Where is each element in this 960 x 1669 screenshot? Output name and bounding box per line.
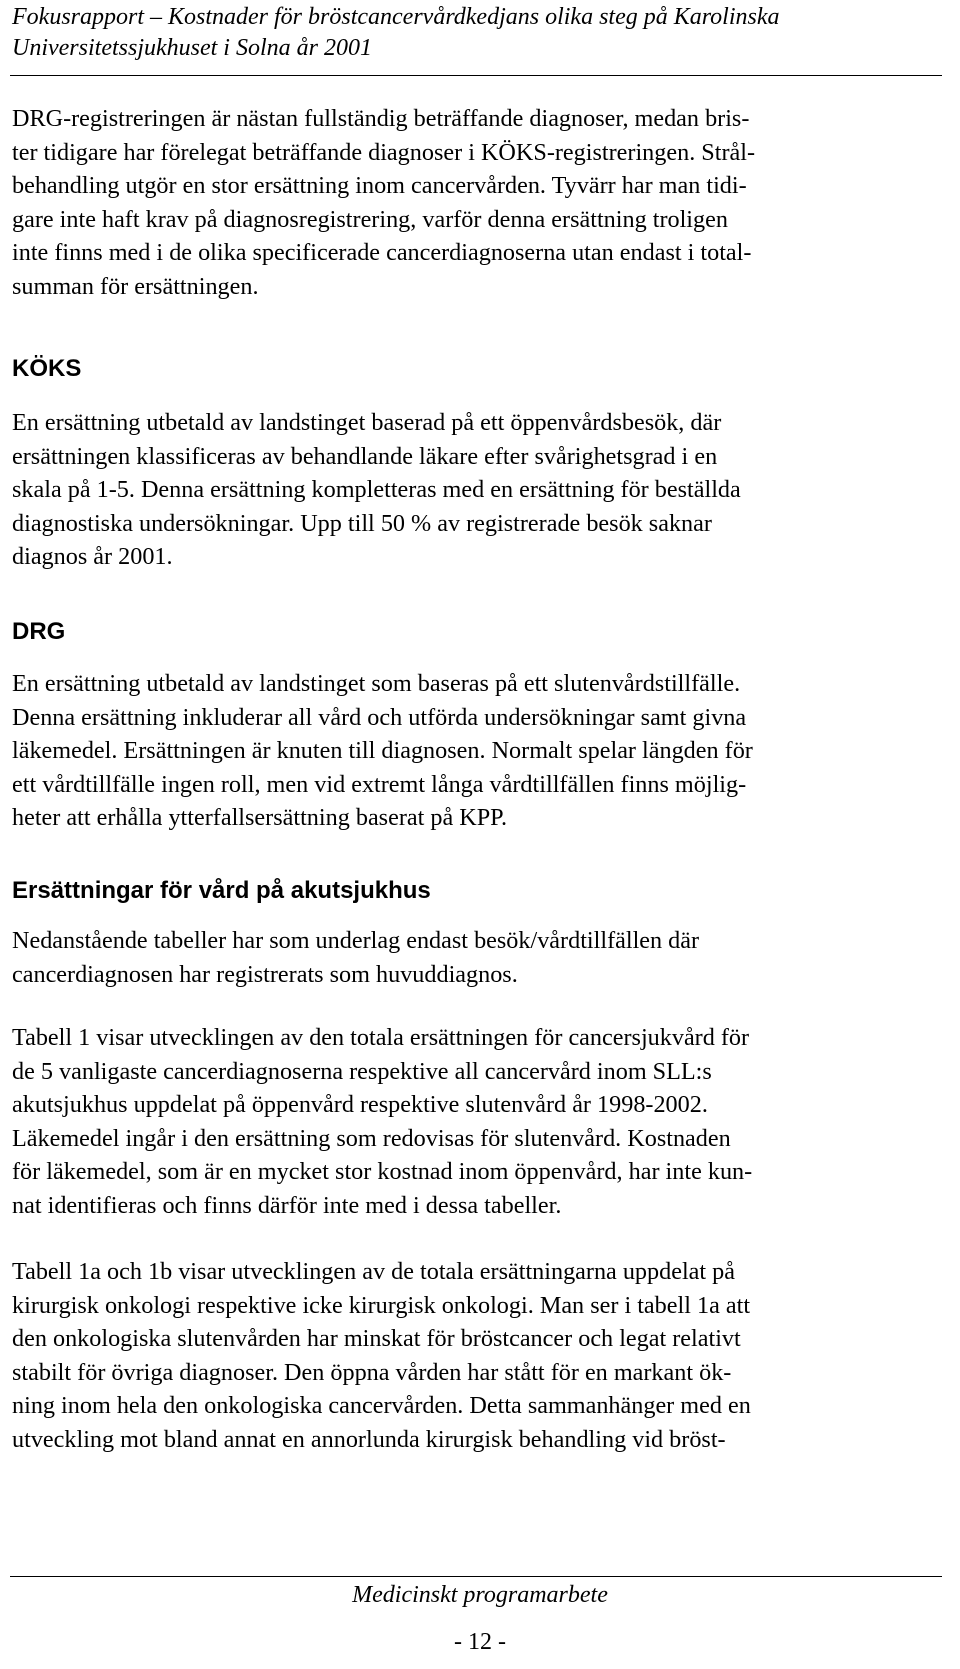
text-line: inte finns med i de olika specificerade cancerdiagnoserna utan endast i total-: [12, 239, 752, 267]
intro-paragraph: [12, 102, 942, 304]
akut-paragraph-2: [12, 1021, 942, 1223]
footer-rule: [10, 1576, 942, 1577]
text-line: ersättningen klassificeras av behandlande läkare efter svårighetsgrad i en: [12, 442, 718, 470]
text-line: de 5 vanligaste cancerdiagnoserna respektive all cancervård inom SLL:s: [12, 1057, 712, 1085]
text-line: behandling utgör en stor ersättning inom cancervården. Tyvärr har man tidi-: [12, 172, 747, 200]
koks-paragraph: [12, 406, 942, 574]
running-header-line-1: Fokusrapport – Kostnader för bröstcancervårdkedjans olika steg på Karolinska: [12, 4, 780, 30]
text-line: Denna ersättning inkluderar all vård och utförda undersökningar samt givna: [12, 703, 747, 731]
text-line: Tabell 1a och 1b visar utvecklingen av de totala ersättningarna uppdelat på: [12, 1258, 735, 1285]
text-line: En ersättning utbetald av landstinget baserad på ett öppenvårdsbesök, där: [12, 409, 722, 436]
text-line: stabilt för övriga diagnoser. Den öppna vården har stått för en markant ök-: [12, 1358, 732, 1386]
text-line: läkemedel. Ersättningen är knuten till diagnosen. Normalt spelar längden för: [12, 737, 753, 765]
text-line: cancerdiagnosen har registrerats som huvuddiagnos.: [12, 960, 518, 988]
text-line: skala på 1-5. Denna ersättning kompletteras med en ersättning för beställda: [12, 476, 741, 504]
footer-title: Medicinskt programarbete: [352, 1582, 608, 1608]
text-line: DRG-registreringen är nästan fullständig beträffande diagnoser, medan bris-: [12, 105, 750, 132]
text-line: utveckling mot bland annat en annorlunda kirurgisk behandling vid bröst-: [12, 1425, 726, 1453]
akut-paragraph-3: [12, 1255, 942, 1457]
page-number: - 12 -: [454, 1629, 506, 1655]
akut-heading: Ersättningar för vård på akutsjukhus: [12, 877, 431, 904]
text-line: ett vårdtillfälle ingen roll, men vid extremt långa vårdtillfällen finns möjlig-: [12, 770, 747, 798]
text-line: En ersättning utbetald av landstinget som baseras på ett slutenvårdstillfälle.: [12, 670, 741, 697]
drg-heading: DRG: [12, 618, 66, 645]
text-line: akutsjukhus uppdelat på öppenvård respektive slutenvård år 1998-2002.: [12, 1091, 708, 1119]
text-line: diagnostiska undersökningar. Upp till 50 % av registrerade besök saknar: [12, 509, 712, 537]
koks-heading: KÖKS: [12, 355, 82, 382]
text-line: ter tidigare har förelegat beträffande diagnoser i KÖKS-registreringen. Strål-: [12, 138, 756, 166]
drg-paragraph: [12, 667, 942, 835]
text-line: gare inte haft krav på diagnosregistrering, varför denna ersättning troligen: [12, 205, 728, 233]
running-header: [12, 2, 942, 64]
text-line: Tabell 1 visar utvecklingen av den totala ersättningen för cancersjukvård för: [12, 1024, 750, 1051]
running-header-line-2: Universitetssjukhuset i Solna år 2001: [12, 35, 372, 61]
text-line: kirurgisk onkologi respektive icke kirurgisk onkologi. Man ser i tabell 1a att: [12, 1291, 751, 1319]
text-line: Nedanstående tabeller har som underlag endast besök/vårdtillfällen där: [12, 927, 700, 954]
text-line: ning inom hela den onkologiska cancervården. Detta sammanhänger med en: [12, 1392, 751, 1420]
text-line: nat identifieras och finns därför inte med i dessa tabeller.: [12, 1191, 562, 1219]
text-line: Läkemedel ingår i den ersättning som redovisas för slutenvård. Kostnaden: [12, 1124, 731, 1152]
text-line: för läkemedel, som är en mycket stor kostnad inom öppenvård, har inte kun-: [12, 1158, 753, 1186]
text-line: summan för ersättningen.: [12, 272, 259, 300]
header-rule: [10, 75, 942, 76]
akut-paragraph-1: [12, 924, 942, 991]
text-line: diagnos år 2001.: [12, 543, 173, 571]
text-line: heter att erhålla ytterfallsersättning baserat på KPP.: [12, 804, 507, 832]
text-line: den onkologiska slutenvården har minskat för bröstcancer och legat relativt: [12, 1325, 741, 1353]
